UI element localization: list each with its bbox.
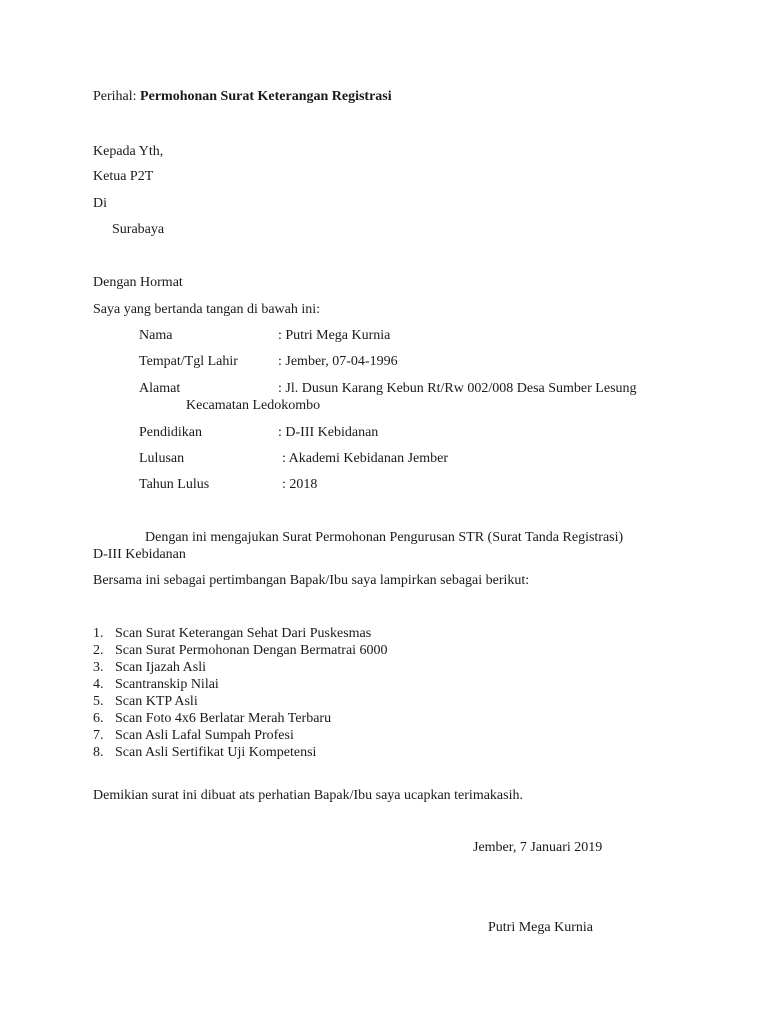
list-item-text: Scan Surat Permohonan Dengan Bermatrai 6000 <box>115 643 388 658</box>
identity-value: : Putri Mega Kurnia <box>278 328 391 343</box>
list-item-number: 6. <box>93 711 104 726</box>
list-item-number: 4. <box>93 677 104 692</box>
list-item-number: 2. <box>93 643 104 658</box>
identity-value: : Jl. Dusun Karang Kebun Rt/Rw 002/008 Desa Sumber Lesung <box>278 381 637 396</box>
signature-name: Putri Mega Kurnia <box>488 920 593 935</box>
greeting: Dengan Hormat <box>93 275 183 290</box>
list-item-number: 7. <box>93 728 104 743</box>
body-paragraph-line-2: D-III Kebidanan <box>93 547 186 562</box>
identity-value: : Jember, 07-04-1996 <box>278 354 398 369</box>
subject-label: Perihal: <box>93 89 137 104</box>
identity-value: : Akademi Kebidanan Jember <box>282 451 449 466</box>
body-paragraph-line-1: Dengan ini mengajukan Surat Permohonan Pengurusan STR (Surat Tanda Registrasi) <box>145 530 624 545</box>
list-item-number: 5. <box>93 694 104 709</box>
recipient-city: Surabaya <box>112 222 165 237</box>
identity-label: Pendidikan <box>139 425 202 440</box>
place-date: Jember, 7 Januari 2019 <box>473 840 603 855</box>
identity-label: Tempat/Tgl Lahir <box>139 354 238 369</box>
list-item-text: Scan Surat Keterangan Sehat Dari Puskesmas <box>115 626 372 641</box>
recipient-line-1: Kepada Yth, <box>93 144 164 159</box>
intro-text: Saya yang bertanda tangan di bawah ini: <box>93 302 321 317</box>
list-item-text: Scantranskip Nilai <box>115 677 219 692</box>
identity-value: : D-III Kebidanan <box>278 425 379 440</box>
identity-label: Lulusan <box>139 451 185 466</box>
list-item-text: Scan Asli Lafal Sumpah Profesi <box>115 728 294 743</box>
list-item-number: 8. <box>93 745 104 760</box>
identity-value: : 2018 <box>282 477 318 492</box>
list-item-text: Scan KTP Asli <box>115 694 198 709</box>
recipient-line-2: Ketua P2T <box>93 169 154 184</box>
closing-text: Demikian surat ini dibuat ats perhatian Bapak/Ibu saya ucapkan terimakasih. <box>93 788 523 803</box>
recipient-line-3: Di <box>93 196 107 211</box>
list-item-number: 3. <box>93 660 104 675</box>
list-item-text: Scan Ijazah Asli <box>115 660 206 675</box>
subject-line <box>93 88 392 105</box>
subject-title: Permohonan Surat Keterangan Registrasi <box>140 89 392 104</box>
identity-label: Nama <box>139 328 173 343</box>
identity-label: Alamat <box>139 381 181 396</box>
list-item-text: Scan Foto 4x6 Berlatar Merah Terbaru <box>115 711 332 726</box>
identity-label: Tahun Lulus <box>139 477 210 492</box>
list-item-number: 1. <box>93 626 104 641</box>
list-item-text: Scan Asli Sertifikat Uji Kompetensi <box>115 745 317 760</box>
attachments-intro: Bersama ini sebagai pertimbangan Bapak/Ibu saya lampirkan sebagai berikut: <box>93 573 530 588</box>
identity-value-continued: Kecamatan Ledokombo <box>186 398 321 413</box>
